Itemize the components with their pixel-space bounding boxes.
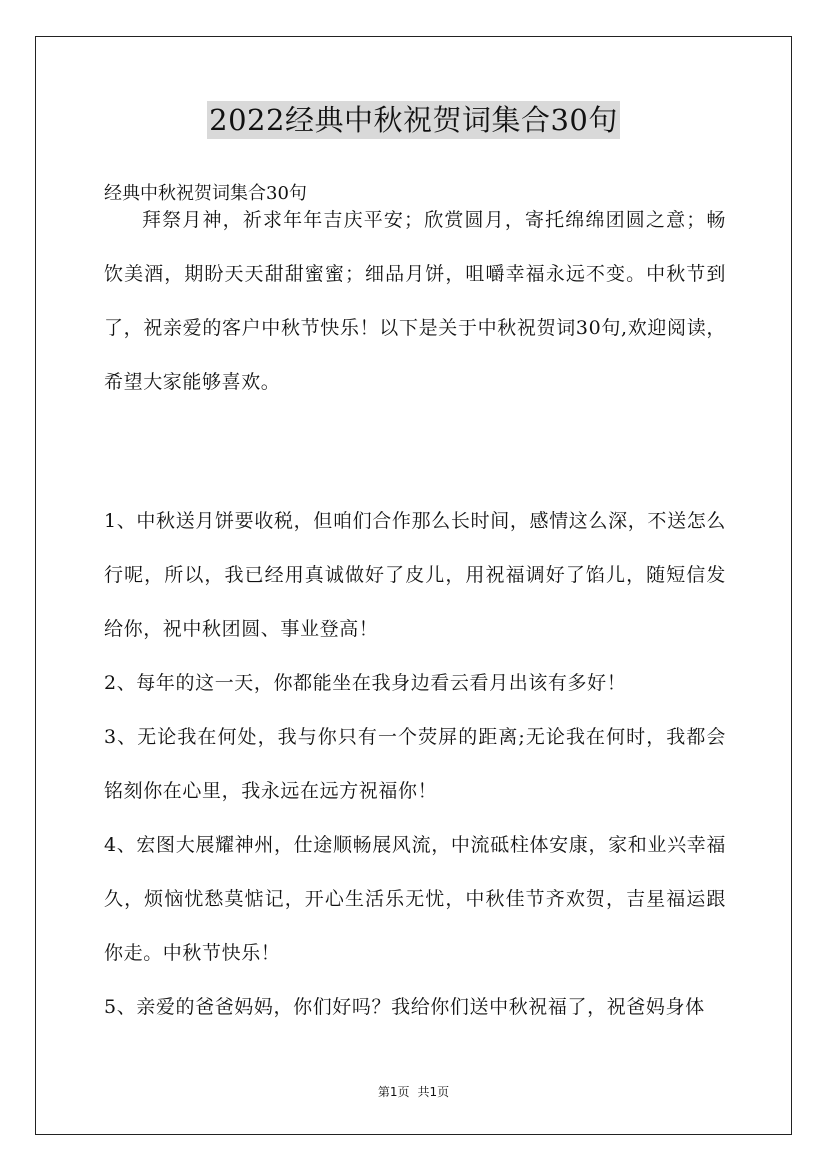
page-total: 共1页: [417, 1085, 450, 1099]
title-container: [0, 101, 827, 139]
intro-paragraph: [104, 193, 726, 409]
list-item: 1、中秋送月饼要收税，但咱们合作那么长时间，感情这么深，不送怎么行呢，所以，我已经用真诚做好了皮儿，用祝福调好了馅儿，随短信发给你，祝中秋团圆、事业登高！: [104, 510, 726, 640]
document-title: 2022经典中秋祝贺词集合30句: [209, 103, 618, 137]
page-footer: [0, 1084, 827, 1100]
page-number: 第1页: [377, 1085, 410, 1099]
list-item: 4、宏图大展耀神州，仕途顺畅展风流，中流砥柱体安康，家和业兴幸福久，烦恼忧愁莫惦记，开心生活乐无忧，中秋佳节齐欢贺，吉星福运跟你走。中秋节快乐！: [104, 834, 726, 964]
document-subtitle: 经典中秋祝贺词集合30句: [104, 183, 307, 204]
list-item: 2、每年的这一天，你都能坐在我身边看云看月出该有多好！: [104, 672, 627, 694]
intro-text: 拜祭月神，祈求年年吉庆平安；欣赏圆月，寄托绵绵团圆之意；畅饮美酒，期盼天天甜甜蜜蜜；细品月饼，咀嚼幸福永远不变。中秋节到了，祝亲爱的客户中秋节快乐！以下是关于中秋祝贺词30句,欢迎阅读，希望大家能够喜欢。: [104, 209, 726, 393]
greeting-list: [104, 494, 726, 1034]
list-item: 5、亲爱的爸爸妈妈，你们好吗？我给你们送中秋祝福了，祝爸妈身体: [104, 996, 705, 1018]
list-item: 3、无论我在何处，我与你只有一个荧屏的距离;无论我在何时，我都会铭刻你在心里，我永远在远方祝福你！: [104, 726, 726, 802]
